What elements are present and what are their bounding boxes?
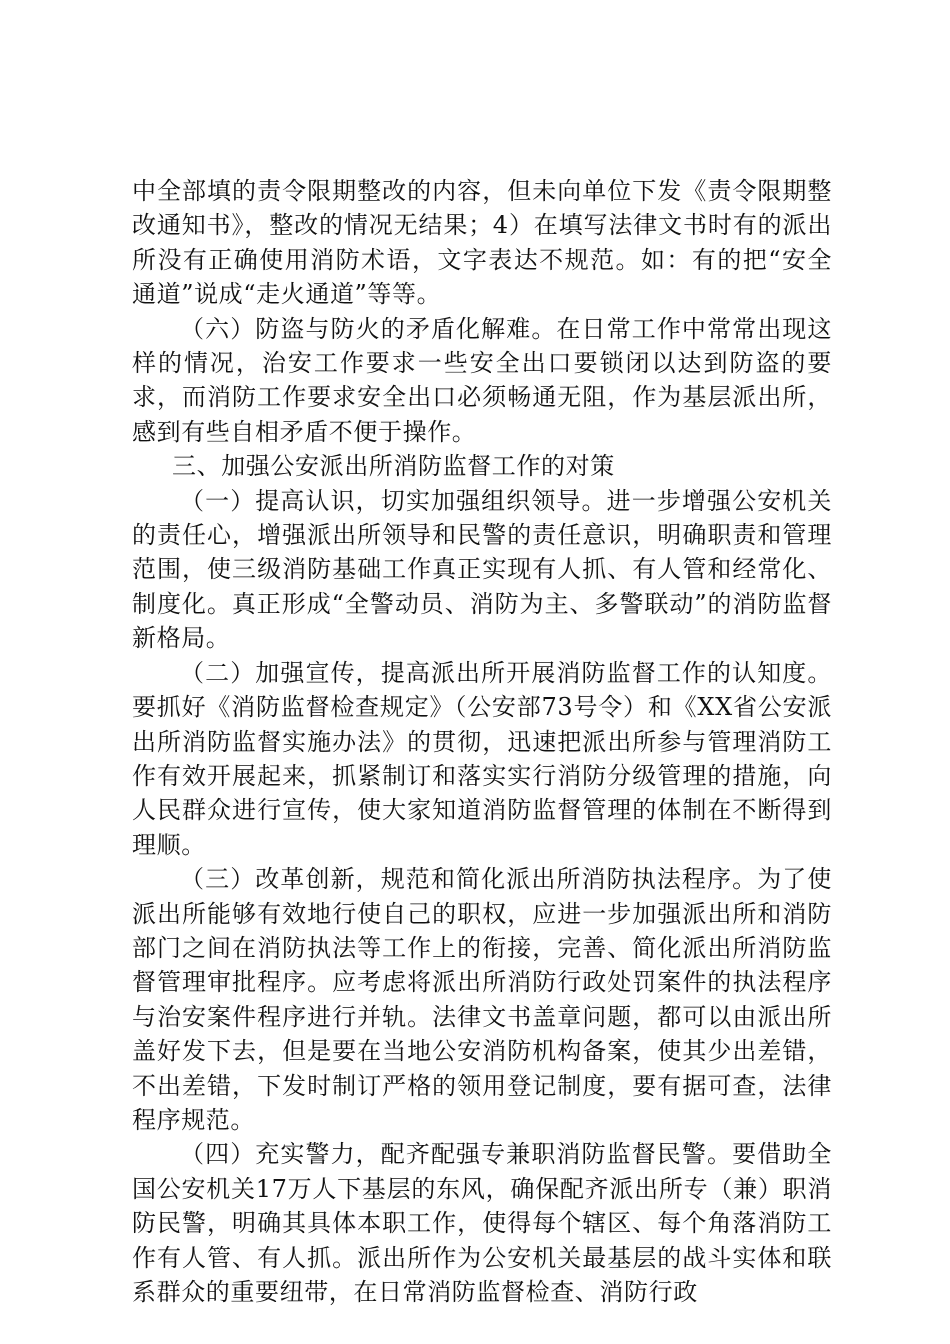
section-heading-3: 三、加强公安派出所消防监督工作的对策 <box>172 452 615 481</box>
paragraph-measure-3: （三）改革创新，规范和简化派出所消防执法程序。为了使派出所能够有效地行使自己的职权，应进一步加强派出所和消防部门之间在消防执法等工作上的衔接，完善、简化派出所消防监督管理审批程序。应考虑将派出所消防行政处罚案件的执法程序与治安案件程序进行并轨。法律文书盖章问题，都可以由派出所盖好发下去，但是要在当地公安消防机构备案，使其少出差错，不出差错，下发时制订严格的领用登记制度，要有据可查，法律程序规范。 <box>132 865 832 1134</box>
paragraph-section-6: （六）防盗与防火的矛盾化解难。在日常工作中常常出现这样的情况，治安工作要求一些安全出口要锁闭以达到防盗的要求，而消防工作要求安全出口必须畅通无阻，作为基层派出所，感到有些自相矛盾不便于操作。 <box>132 314 832 446</box>
paragraph-measure-4: （四）充实警力，配齐配强专兼职消防监督民警。要借助全国公安机关17万人下基层的东风，确保配齐派出所专（兼）职消防民警，明确其具体本职工作，使得每个辖区、每个角落消防工作有人管、有人抓。派出所作为公安机关最基层的战斗实体和联系群众的重要纽带，在日常消防监督检查、消防行政 <box>132 1140 832 1306</box>
paragraph-continuation: 中全部填的责令限期整改的内容，但未向单位下发《责令限期整改通知书》，整改的情况无结果；4）在填写法律文书时有的派出所没有正确使用消防术语，文字表达不规范。如：有的把“安全通道”说成“走火通道”等等。 <box>132 177 832 309</box>
paragraph-measure-1: （一）提高认识，切实加强组织领导。进一步增强公安机关的责任心，增强派出所领导和民警的责任意识，明确职责和管理范围，使三级消防基础工作真正实现有人抓、有人管和经常化、制度化。真正形成“全警动员、消防为主、多警联动”的消防监督新格局。 <box>132 486 832 653</box>
paragraph-measure-2: （二）加强宣传，提高派出所开展消防监督工作的认知度。要抓好《消防监督检查规定》（公安部73号令）和《XX省公安派出所消防监督实施办法》的贯彻，迅速把派出所参与管理消防工作有效开展起来，抓紧制订和落实实行消防分级管理的措施，向人民群众进行宣传，使大家知道消防监督管理的体制在不断得到理顺。 <box>132 658 832 859</box>
document-body <box>132 174 832 1309</box>
